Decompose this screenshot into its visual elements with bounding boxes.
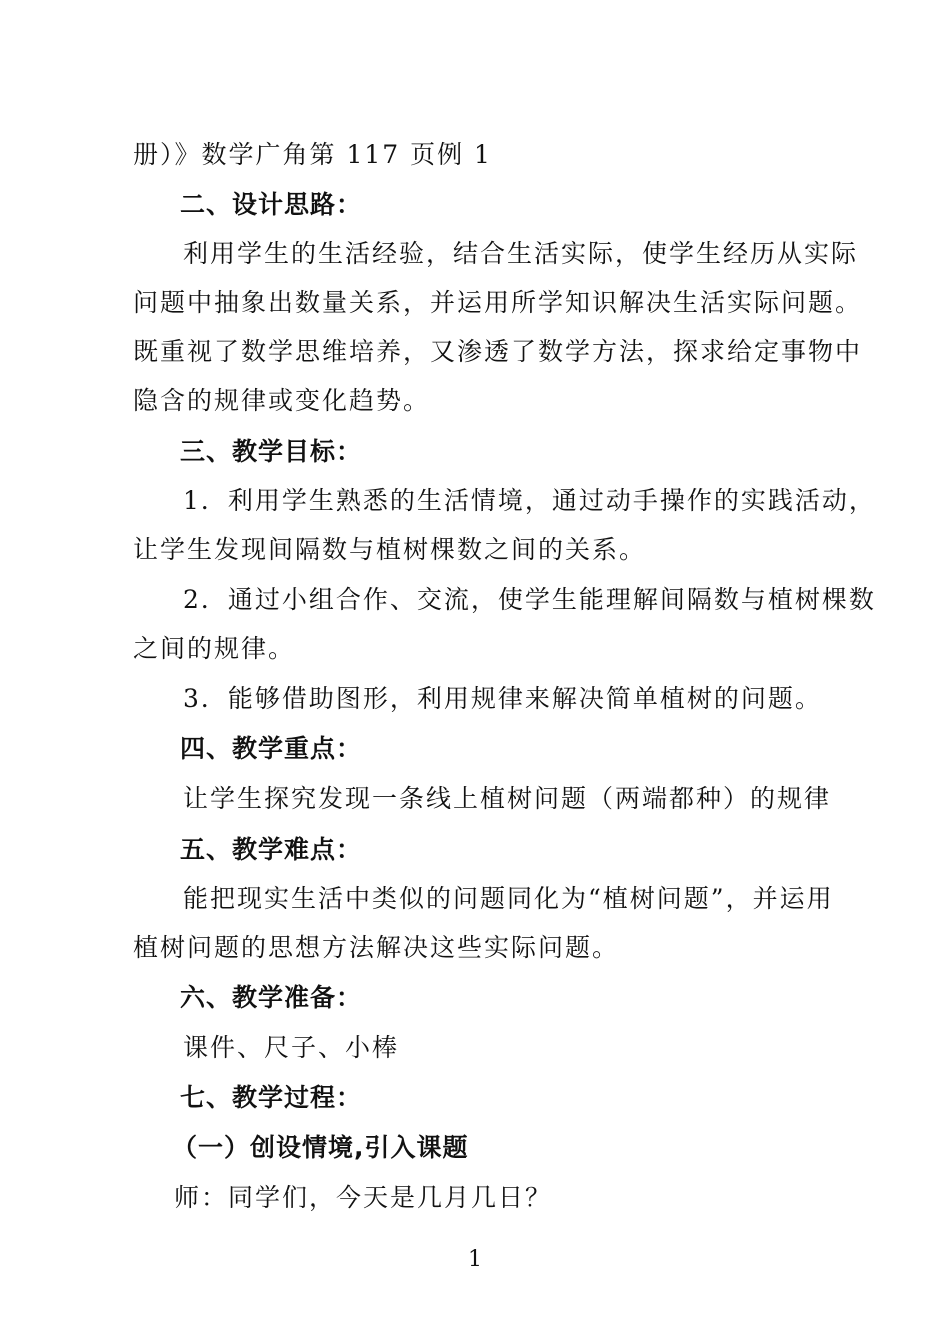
text-line: 问题中抽象出数量关系，并运用所学知识解决生活实际问题。 — [133, 288, 863, 317]
text-line: 册）》数学广角第 117 页例 1 — [133, 140, 492, 169]
text-line: 能把现实生活中类似的问题同化为“植树问题”，并运用 — [183, 884, 834, 913]
section-heading: 三、教学目标： — [180, 437, 363, 466]
text-line: 课件、尺子、小棒 — [183, 1033, 400, 1062]
text-line: 植树问题的思想方法解决这些实际问题。 — [133, 933, 620, 962]
page-number: 1 — [468, 1247, 482, 1272]
section-heading: 七、教学过程： — [180, 1083, 363, 1112]
text-line: 让学生探究发现一条线上植树问题（两端都种）的规律 — [183, 784, 832, 813]
text-line: 之间的规律。 — [133, 634, 296, 663]
text-line: 隐含的规律或变化趋势。 — [133, 386, 431, 415]
text-line: 让学生发现间隔数与植树棵数之间的关系。 — [133, 535, 647, 564]
text-line: 2．通过小组合作、交流，使学生能理解间隔数与植树棵数 — [183, 585, 876, 614]
section-heading: 六、教学准备： — [180, 983, 363, 1012]
text-line: 既重视了数学思维培养，又渗透了数学方法，探求给定事物中 — [133, 337, 863, 366]
section-heading: 二、设计思路： — [180, 190, 363, 219]
section-heading: 四、教学重点： — [180, 734, 363, 763]
text-line: 利用学生的生活经验，结合生活实际，使学生经历从实际 — [183, 239, 859, 268]
text-line: 师：同学们，今天是几月几日？ — [174, 1183, 553, 1212]
subsection-heading: （一）创设情境,引入课题 — [172, 1133, 469, 1162]
text-line: 1．利用学生熟悉的生活情境，通过动手操作的实践活动， — [183, 486, 876, 515]
text-line: 3．能够借助图形，利用规律来解决简单植树的问题。 — [183, 684, 822, 713]
section-heading: 五、教学难点： — [180, 835, 363, 864]
